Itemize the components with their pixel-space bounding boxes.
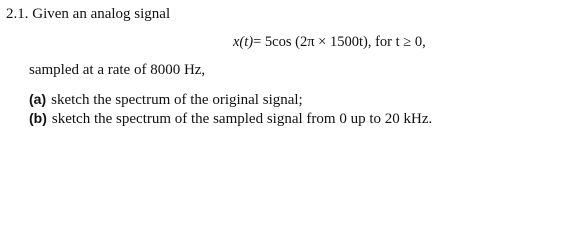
sampling-rate-text: sampled at a rate of 8000 Hz, [29, 62, 206, 78]
part-b-label: (b) [29, 110, 47, 126]
problem-intro: Given an analog signal [32, 6, 171, 22]
part-a-text: sketch the spectrum of the original signal; [51, 92, 303, 108]
problem-heading [6, 7, 170, 22]
part-a [29, 92, 303, 108]
problem-number: 2.1. [6, 6, 29, 22]
signal-equation [233, 35, 426, 50]
equation-lhs: x(t) [233, 34, 254, 50]
equation-rhs: = 5cos (2π × 1500t), [253, 34, 372, 50]
part-b [29, 111, 432, 127]
equation-condition: for t ≥ 0, [375, 34, 426, 50]
part-a-label: (a) [29, 91, 47, 107]
part-b-text: sketch the spectrum of the sampled signal from 0 up to 20 kHz. [51, 111, 433, 127]
